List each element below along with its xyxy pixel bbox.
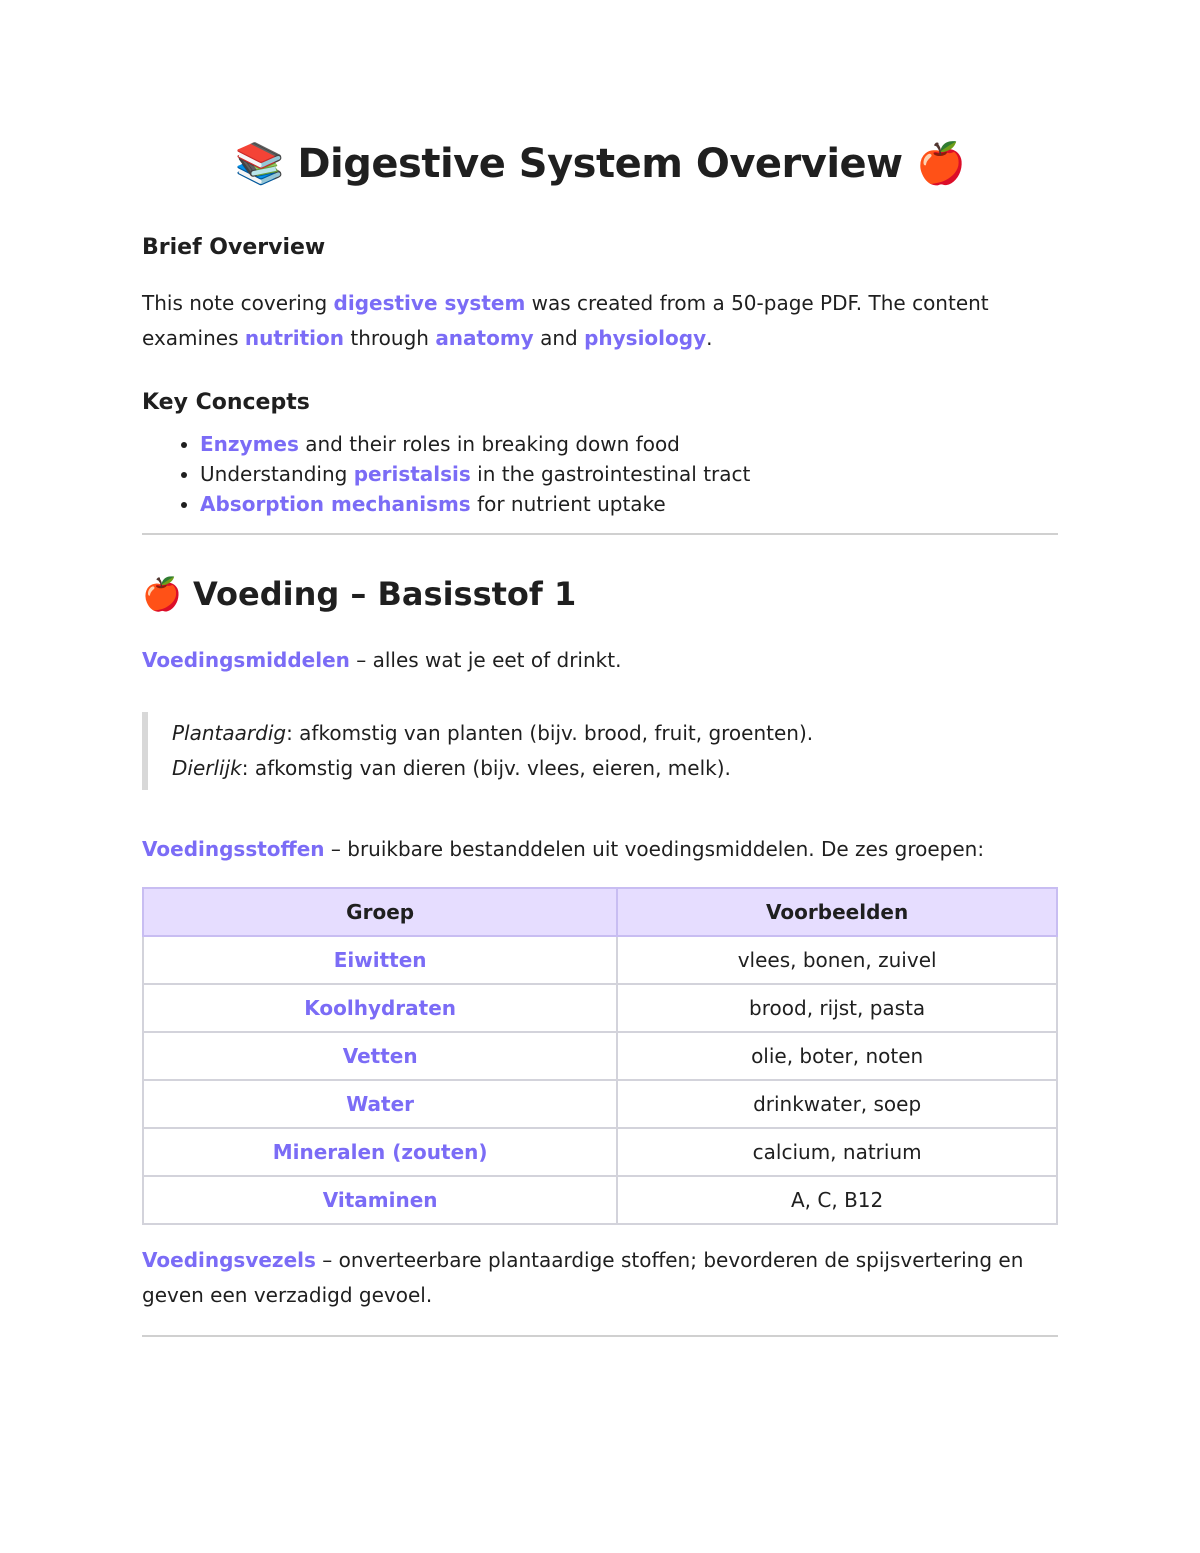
apple-icon: 🍎 xyxy=(142,575,182,613)
quote-term: Dierlijk xyxy=(172,756,242,780)
table-cell-group[interactable]: Vitaminen xyxy=(143,1176,617,1224)
definition-voedingsmiddelen xyxy=(142,643,1058,678)
table-cell-examples: vlees, bonen, zuivel xyxy=(617,936,1057,984)
table-row xyxy=(143,1128,1057,1176)
section-heading xyxy=(142,575,1058,613)
keyword-link[interactable]: physiology xyxy=(584,326,707,350)
table-header-cell: Groep xyxy=(143,888,617,936)
table-row xyxy=(143,1032,1057,1080)
quote-line xyxy=(172,716,1058,751)
document-page xyxy=(142,0,1058,1337)
keyword-link[interactable]: Voedingsmiddelen xyxy=(142,648,350,672)
definition-voedingsstoffen xyxy=(142,832,1058,867)
keyword-link[interactable]: nutrition xyxy=(244,326,344,350)
key-concepts-list xyxy=(142,429,1058,519)
keyword-link[interactable]: Voedingsstoffen xyxy=(142,837,325,861)
page-title-text: Digestive System Overview xyxy=(297,141,903,187)
text-run: through xyxy=(344,326,436,350)
text-run: : afkomstig van dieren (bijv. vlees, eieren, melk). xyxy=(241,756,731,780)
table-cell-group[interactable]: Eiwitten xyxy=(143,936,617,984)
text-run: – alles wat je eet of drinkt. xyxy=(349,648,622,672)
keyword-link[interactable]: anatomy xyxy=(435,326,534,350)
divider xyxy=(142,1335,1058,1337)
brief-overview-heading: Brief Overview xyxy=(142,235,326,260)
text-run: Understanding xyxy=(200,462,354,486)
text-run: for nutrient uptake xyxy=(470,492,666,516)
text-run: was created from a 50-page PDF. The content examines xyxy=(142,291,989,350)
keyword-link[interactable]: Voedingsvezels xyxy=(142,1248,316,1272)
table-cell-examples: drinkwater, soep xyxy=(617,1080,1057,1128)
table-row xyxy=(143,936,1057,984)
divider xyxy=(142,533,1058,535)
brief-overview-paragraph xyxy=(142,286,1058,356)
definition-voedingsvezels xyxy=(142,1243,1058,1313)
table-cell-examples: olie, boter, noten xyxy=(617,1032,1057,1080)
text-run: . xyxy=(706,326,713,350)
table-header-row xyxy=(143,888,1057,936)
quote-line xyxy=(172,751,1058,786)
list-item xyxy=(200,489,1058,519)
keyword-link[interactable]: Absorption mechanisms xyxy=(200,492,471,516)
table-row xyxy=(143,984,1057,1032)
table-cell-examples: A, C, B12 xyxy=(617,1176,1057,1224)
table-row xyxy=(143,1176,1057,1224)
table-cell-examples: calcium, natrium xyxy=(617,1128,1057,1176)
keyword-link[interactable]: Enzymes xyxy=(200,432,299,456)
section-heading-text: Voeding – Basisstof 1 xyxy=(192,575,577,613)
list-item xyxy=(200,459,1058,489)
list-item xyxy=(200,429,1058,459)
apple-icon: 🍎 xyxy=(916,141,966,187)
table-row xyxy=(143,1080,1057,1128)
key-concepts-heading: Key Concepts xyxy=(142,390,310,415)
table-cell-group[interactable]: Vetten xyxy=(143,1032,617,1080)
text-run: : afkomstig van planten (bijv. brood, fruit, groenten). xyxy=(286,721,814,745)
books-icon: 📚 xyxy=(234,141,284,187)
quote-term: Plantaardig xyxy=(172,721,287,745)
nutrients-table xyxy=(142,887,1058,1225)
text-run: This note covering xyxy=(142,291,334,315)
table-header-cell: Voorbeelden xyxy=(617,888,1057,936)
table-cell-group[interactable]: Mineralen (zouten) xyxy=(143,1128,617,1176)
text-run: and xyxy=(533,326,585,350)
page-title xyxy=(142,140,1058,187)
keyword-link[interactable]: peristalsis xyxy=(353,462,471,486)
table-cell-group[interactable]: Water xyxy=(143,1080,617,1128)
text-run: and their roles in breaking down food xyxy=(298,432,680,456)
text-run: – bruikbare bestanddelen uit voedingsmiddelen. De zes groepen: xyxy=(324,837,985,861)
text-run: – onverteerbare plantaardige stoffen; bevorderen de spijsvertering en geven een verzadigd gevoel. xyxy=(142,1248,1024,1307)
keyword-link[interactable]: digestive system xyxy=(333,291,526,315)
text-run: in the gastrointestinal tract xyxy=(470,462,751,486)
table-cell-group[interactable]: Koolhydraten xyxy=(143,984,617,1032)
blockquote xyxy=(142,712,1058,790)
table-cell-examples: brood, rijst, pasta xyxy=(617,984,1057,1032)
